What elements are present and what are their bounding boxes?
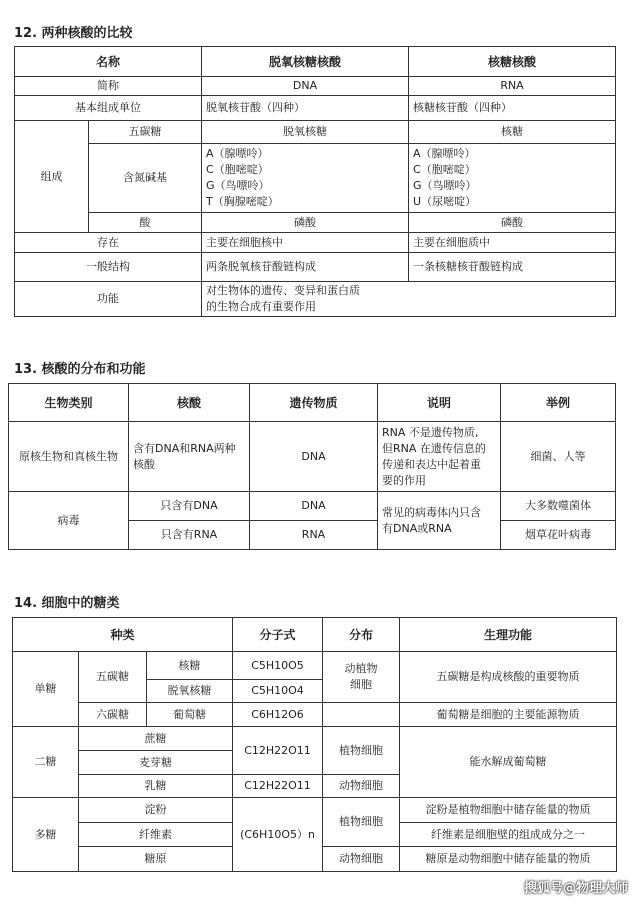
table-row [15, 282, 616, 317]
table-row [15, 77, 616, 96]
header-cell: 说明 [378, 384, 501, 422]
cell: 核糖 [147, 652, 233, 680]
row-label: 一般结构 [15, 253, 202, 282]
cell: 细菌、人等 [501, 422, 616, 492]
cell: 葡萄糖是细胞的主要能源物质 [400, 703, 617, 727]
header-cell: 生理功能 [400, 618, 617, 652]
cell: A（腺嘌呤） C（胞嘧啶） G（鸟嘌呤） T（胸腺嘧啶） [202, 144, 409, 213]
cell: 五碳糖是构成核酸的重要物质 [400, 652, 617, 703]
cell: 大多数噬菌体 [501, 492, 616, 521]
group-label: 单糖 [13, 652, 79, 727]
watermark: 搜狐号@物理大师 [523, 881, 628, 896]
header-cell: 分子式 [233, 618, 323, 652]
cell: C6H12O6 [233, 703, 323, 727]
cell: 淀粉是植物细胞中储存能量的物质 [400, 798, 617, 823]
table-row [13, 652, 617, 680]
cell: 糖原 [79, 847, 233, 872]
row-label: 功能 [15, 282, 202, 317]
cell: 淀粉 [79, 798, 233, 823]
row-label: 基本组成单位 [15, 96, 202, 121]
group-label: 组成 [15, 121, 89, 233]
row-label: 存在 [15, 233, 202, 253]
table-row [15, 144, 616, 213]
cell: 动物细胞 [323, 775, 400, 798]
header-cell: 核糖核酸 [409, 47, 616, 77]
table-row [13, 703, 617, 727]
cell: 植物细胞 [323, 798, 400, 847]
cell: 脱氧核苷酸（四种） [202, 96, 409, 121]
cell: 磷酸 [202, 213, 409, 233]
cell: 动物细胞 [323, 847, 400, 872]
section-14-title: 14. 细胞中的糖类 [14, 596, 120, 611]
row-label: 酸 [89, 213, 202, 233]
table-row [13, 618, 617, 652]
table-row [13, 727, 617, 751]
cell: 植物细胞 [323, 727, 400, 775]
cell: 脱氧核糖 [202, 121, 409, 144]
table-row [15, 96, 616, 121]
carbohydrates-table [12, 617, 617, 872]
group-label: 多糖 [13, 798, 79, 872]
cell: 能水解成葡萄糖 [400, 727, 617, 798]
header-cell: 名称 [15, 47, 202, 77]
cell [323, 703, 400, 727]
row-label: 五碳糖 [89, 121, 202, 144]
header-cell: 分布 [323, 618, 400, 652]
cell: 主要在细胞核中 [202, 233, 409, 253]
cell: 一条核糖核苷酸链构成 [409, 253, 616, 282]
header-cell: 脱氧核糖核酸 [202, 47, 409, 77]
row-label: 含氮碱基 [89, 144, 202, 213]
cell: RNA 不是遗传物质, 但RNA 在遗传信息的 传递和表达中起着重 要的作用 [378, 422, 501, 492]
cell: 动植物 细胞 [323, 652, 400, 703]
cell: RNA [250, 521, 378, 550]
group-label: 二糖 [13, 727, 79, 798]
table-row [9, 422, 616, 492]
cell: 只含有RNA [129, 521, 250, 550]
cell: DNA [250, 492, 378, 521]
table-row [9, 492, 616, 521]
table-row [13, 798, 617, 823]
cell: 核糖核苷酸（四种） [409, 96, 616, 121]
cell: DNA [202, 77, 409, 96]
cell: 对生物体的遗传、变异和蛋白质 的生物合成有重要作用 [202, 282, 616, 317]
cell: 脱氧核糖 [147, 680, 233, 703]
table-row [9, 384, 616, 422]
cell: 蔗糖 [79, 727, 233, 751]
cell: C12H22O11 [233, 775, 323, 798]
cell: 两条脱氧核苷酸链构成 [202, 253, 409, 282]
section-12-title: 12. 两种核酸的比较 [14, 26, 133, 41]
subgroup-label: 五碳糖 [79, 652, 147, 703]
row-label: 病毒 [9, 492, 129, 550]
cell: C5H10O5 [233, 652, 323, 680]
cell: A（腺嘌呤） C（胞嘧啶） G（鸟嘌呤） U（尿嘧啶） [409, 144, 616, 213]
cell: RNA [409, 77, 616, 96]
cell: 纤维素是细胞壁的组成成分之一 [400, 823, 617, 847]
header-cell: 核酸 [129, 384, 250, 422]
row-label: 简称 [15, 77, 202, 96]
cell: 核糖 [409, 121, 616, 144]
header-cell: 种类 [13, 618, 233, 652]
cell: 磷酸 [409, 213, 616, 233]
table-row [15, 233, 616, 253]
header-cell: 生物类别 [9, 384, 129, 422]
cell: 纤维素 [79, 823, 233, 847]
cell: 乳糖 [79, 775, 233, 798]
nucleic-acid-distribution-table [8, 383, 616, 550]
nucleic-acid-comparison-table [14, 46, 616, 317]
cell: 烟草花叶病毒 [501, 521, 616, 550]
cell: DNA [250, 422, 378, 492]
subgroup-label: 六碳糖 [79, 703, 147, 727]
cell: C5H10O4 [233, 680, 323, 703]
cell: 含有DNA和RNA两种 核酸 [129, 422, 250, 492]
cell: 常见的病毒体内只含 有DNA或RNA [378, 492, 501, 550]
cell: 麦芽糖 [79, 751, 233, 775]
table-row [15, 47, 616, 77]
cell: 葡萄糖 [147, 703, 233, 727]
section-13-title: 13. 核酸的分布和功能 [14, 362, 146, 377]
cell: C12H22O11 [233, 727, 323, 775]
cell: 主要在细胞质中 [409, 233, 616, 253]
cell: 只含有DNA [129, 492, 250, 521]
table-row [15, 213, 616, 233]
table-row [15, 121, 616, 144]
cell: 糖原是动物细胞中储存能量的物质 [400, 847, 617, 872]
header-cell: 遗传物质 [250, 384, 378, 422]
table-row [15, 253, 616, 282]
header-cell: 举例 [501, 384, 616, 422]
row-label: 原核生物和真核生物 [9, 422, 129, 492]
cell: (C6H10O5）n [233, 798, 323, 872]
